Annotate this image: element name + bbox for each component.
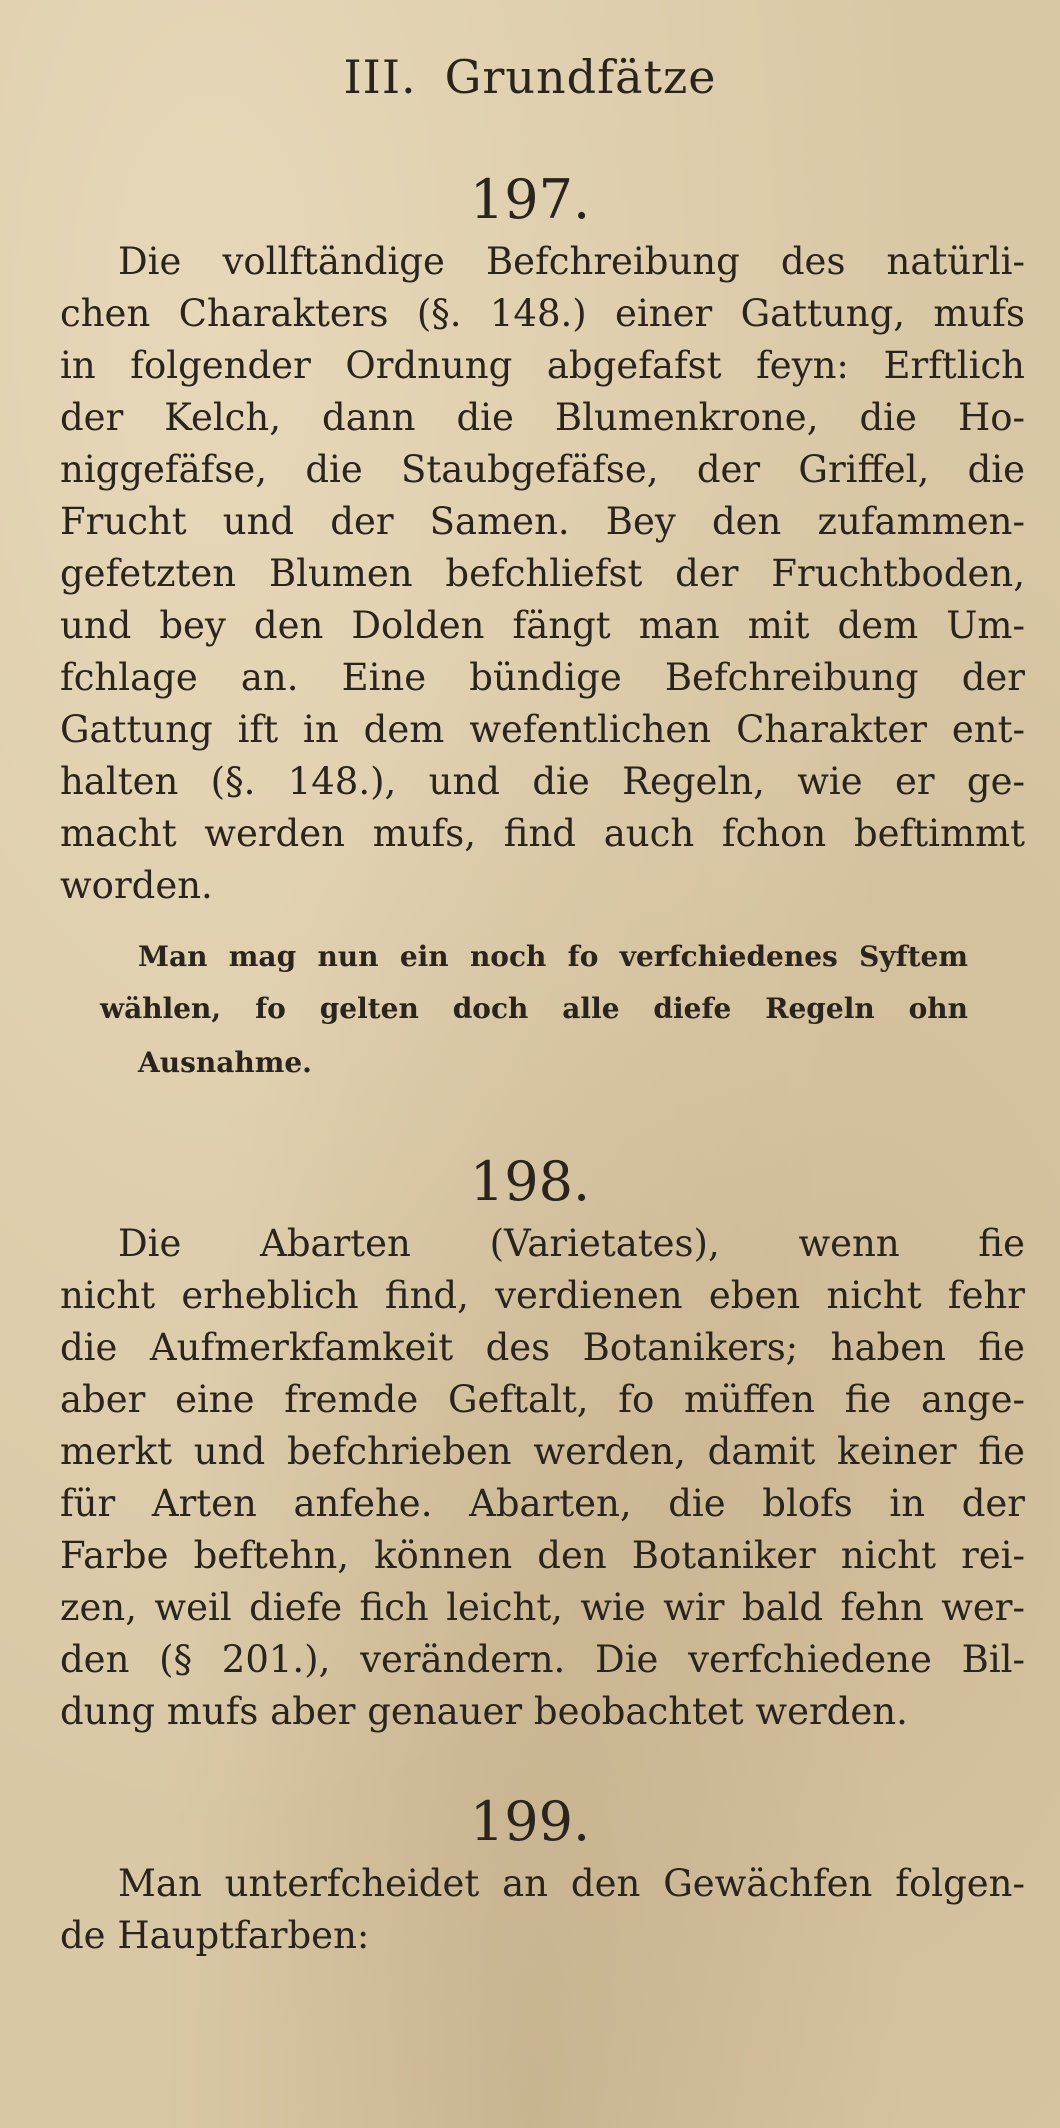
footnote-line: Ausnahme. bbox=[138, 1046, 312, 1079]
text-line: für Arten anfehe. Abarten, die blofs in der bbox=[60, 1482, 1025, 1525]
text-line: Gattung ift in dem wefentlichen Charakter ent- bbox=[60, 708, 1025, 751]
footnote-line: Man mag nun ein noch fo verfchiedenes Syftem bbox=[138, 940, 968, 973]
text-line: gefetzten Blumen befchliefst der Fruchtboden, bbox=[60, 552, 1025, 595]
section-number-198: 198. bbox=[469, 1150, 591, 1213]
text-line: der Kelch, dann die Blumenkrone, die Ho- bbox=[60, 396, 1025, 439]
chapter-title: Grundfätze bbox=[444, 50, 717, 104]
text-line: aber eine fremde Geftalt, fo müffen fie ange- bbox=[60, 1378, 1025, 1421]
text-line: de Hauptfarben: bbox=[60, 1914, 370, 1957]
text-line: die Aufmerkfamkeit des Botanikers; haben fie bbox=[60, 1326, 1025, 1369]
text-line: den (§ 201.), verändern. Die verfchiedene Bil- bbox=[60, 1638, 1025, 1681]
text-line: Farbe beftehn, können den Botaniker nicht rei- bbox=[60, 1534, 1025, 1577]
footnote-line: wählen, fo gelten doch alle diefe Regeln ohn bbox=[100, 992, 968, 1025]
text-line: Die vollftändige Befchreibung des natürli- bbox=[118, 240, 1025, 283]
text-line: macht werden mufs, find auch fchon beftimmt bbox=[60, 812, 1025, 855]
text-line bbox=[118, 1222, 1025, 1265]
text-line: fchlage an. Eine bündige Befchreibung der bbox=[60, 656, 1025, 699]
text-line: dung mufs aber genauer beobachtet werden. bbox=[60, 1690, 908, 1733]
running-header bbox=[0, 50, 1060, 104]
text-line: und bey den Dolden fängt man mit dem Um- bbox=[60, 604, 1025, 647]
chapter-number: III. bbox=[343, 50, 417, 104]
text-line: worden. bbox=[60, 864, 213, 907]
section-number-199: 199. bbox=[469, 1790, 591, 1853]
section-number-197: 197. bbox=[469, 168, 591, 231]
text-line: Frucht und der Samen. Bey den zufammen- bbox=[60, 500, 1025, 543]
text-line: chen Charakters (§. 148.) einer Gattung, mufs bbox=[60, 292, 1025, 335]
text-line: niggefäfse, die Staubgefäfse, der Griffel, die bbox=[60, 448, 1025, 491]
text-line-content: Die Abarten (Varietates), wenn fie bbox=[118, 1222, 1025, 1265]
text-line: Man unterfcheidet an den Gewächfen folgen- bbox=[118, 1862, 1025, 1905]
text-line: merkt und befchrieben werden, damit keiner fie bbox=[60, 1430, 1025, 1473]
text-line: nicht erheblich find, verdienen eben nicht fehr bbox=[60, 1274, 1025, 1317]
text-line: in folgender Ordnung abgefafst feyn: Erftlich bbox=[60, 344, 1025, 387]
text-line: zen, weil diefe fich leicht, wie wir bald fehn wer- bbox=[60, 1586, 1025, 1629]
text-line: halten (§. 148.), und die Regeln, wie er ge- bbox=[60, 760, 1025, 803]
